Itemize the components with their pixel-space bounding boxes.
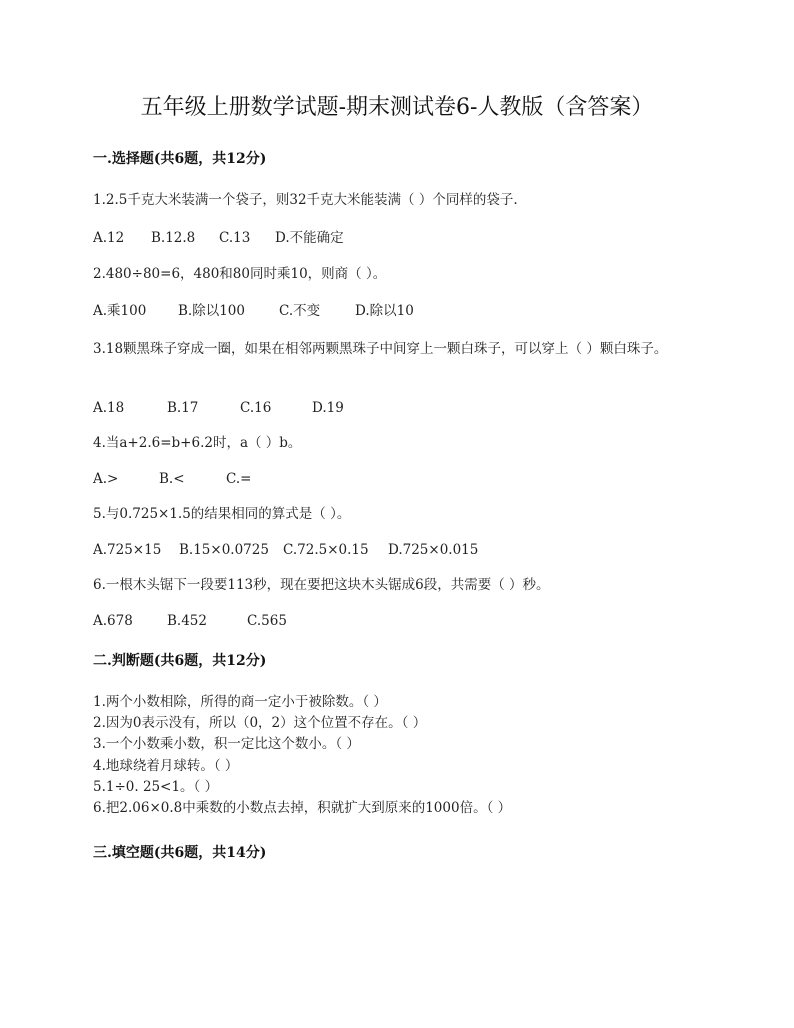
option-c: C.13 [219, 230, 251, 246]
choice-question-4: 4.当a+2.6=b+6.2时，a（ ）b。 [93, 435, 302, 451]
option-d: D.除以10 [355, 303, 414, 319]
option-b: B.452 [167, 613, 207, 629]
choice-question-6: 6.一根木头锯下一段要113秒，现在要把这块木头锯成6段，共需要（ ）秒。 [93, 577, 550, 593]
section-heading-judge: 二.判断题(共6题，共12分) [93, 653, 267, 669]
option-a: A.12 [93, 230, 125, 246]
option-a: A.乘100 [93, 303, 147, 319]
option-b: B.除以100 [178, 303, 245, 319]
section-heading-fill: 三.填空题(共6题，共14分) [93, 845, 267, 861]
judge-item-5: 5.1÷0. 25<1。（ ） [93, 779, 219, 795]
option-c: C.不变 [279, 303, 321, 319]
option-c: C.565 [247, 613, 287, 629]
page-title: 五年级上册数学试题-期末测试卷6-人教版（含答案） [140, 95, 654, 120]
judge-item-4: 4.地球绕着月球转。（ ） [93, 758, 239, 774]
choice-question-3: 3.18颗黑珠子穿成一圈，如果在相邻两颗黑珠子中间穿上一颗白珠子，可以穿上（ ）颗白珠子。 [93, 341, 668, 357]
judge-item-2: 2.因为0表示没有，所以（0，2）这个位置不存在。（ ） [93, 715, 427, 731]
choice-question-2: 2.480÷80=6，480和80同时乘10，则商（ ）。 [93, 266, 387, 282]
option-c: C.= [226, 471, 252, 487]
option-a: A.> [93, 471, 119, 487]
option-a: A.678 [93, 613, 133, 629]
option-a: A.18 [93, 400, 125, 416]
option-d: D.19 [312, 400, 344, 416]
option-b: B.12.8 [151, 230, 196, 246]
option-d: D.不能确定 [275, 230, 344, 246]
option-c: C.72.5×0.15 [283, 542, 369, 558]
option-b: B.< [159, 471, 185, 487]
option-a: A.725×15 [93, 542, 162, 558]
option-c: C.16 [240, 400, 272, 416]
choice-question-1: 1.2.5千克大米装满一个袋子，则32千克大米能装满（ ）个同样的袋子. [93, 192, 518, 208]
section-heading-choice: 一.选择题(共6题，共12分) [93, 151, 267, 167]
option-b: B.17 [167, 400, 199, 416]
judge-item-6: 6.把2.06×0.8中乘数的小数点去掉，积就扩大到原来的1000倍。（ ） [93, 800, 512, 816]
option-b: B.15×0.0725 [179, 542, 269, 558]
choice-question-5: 5.与0.725×1.5的结果相同的算式是（ ）。 [93, 506, 351, 522]
judge-item-3: 3.一个小数乘小数，积一定比这个数小。（ ） [93, 736, 360, 752]
judge-item-1: 1.两个小数相除，所得的商一定小于被除数。（ ） [93, 694, 387, 710]
option-d: D.725×0.015 [388, 542, 479, 558]
